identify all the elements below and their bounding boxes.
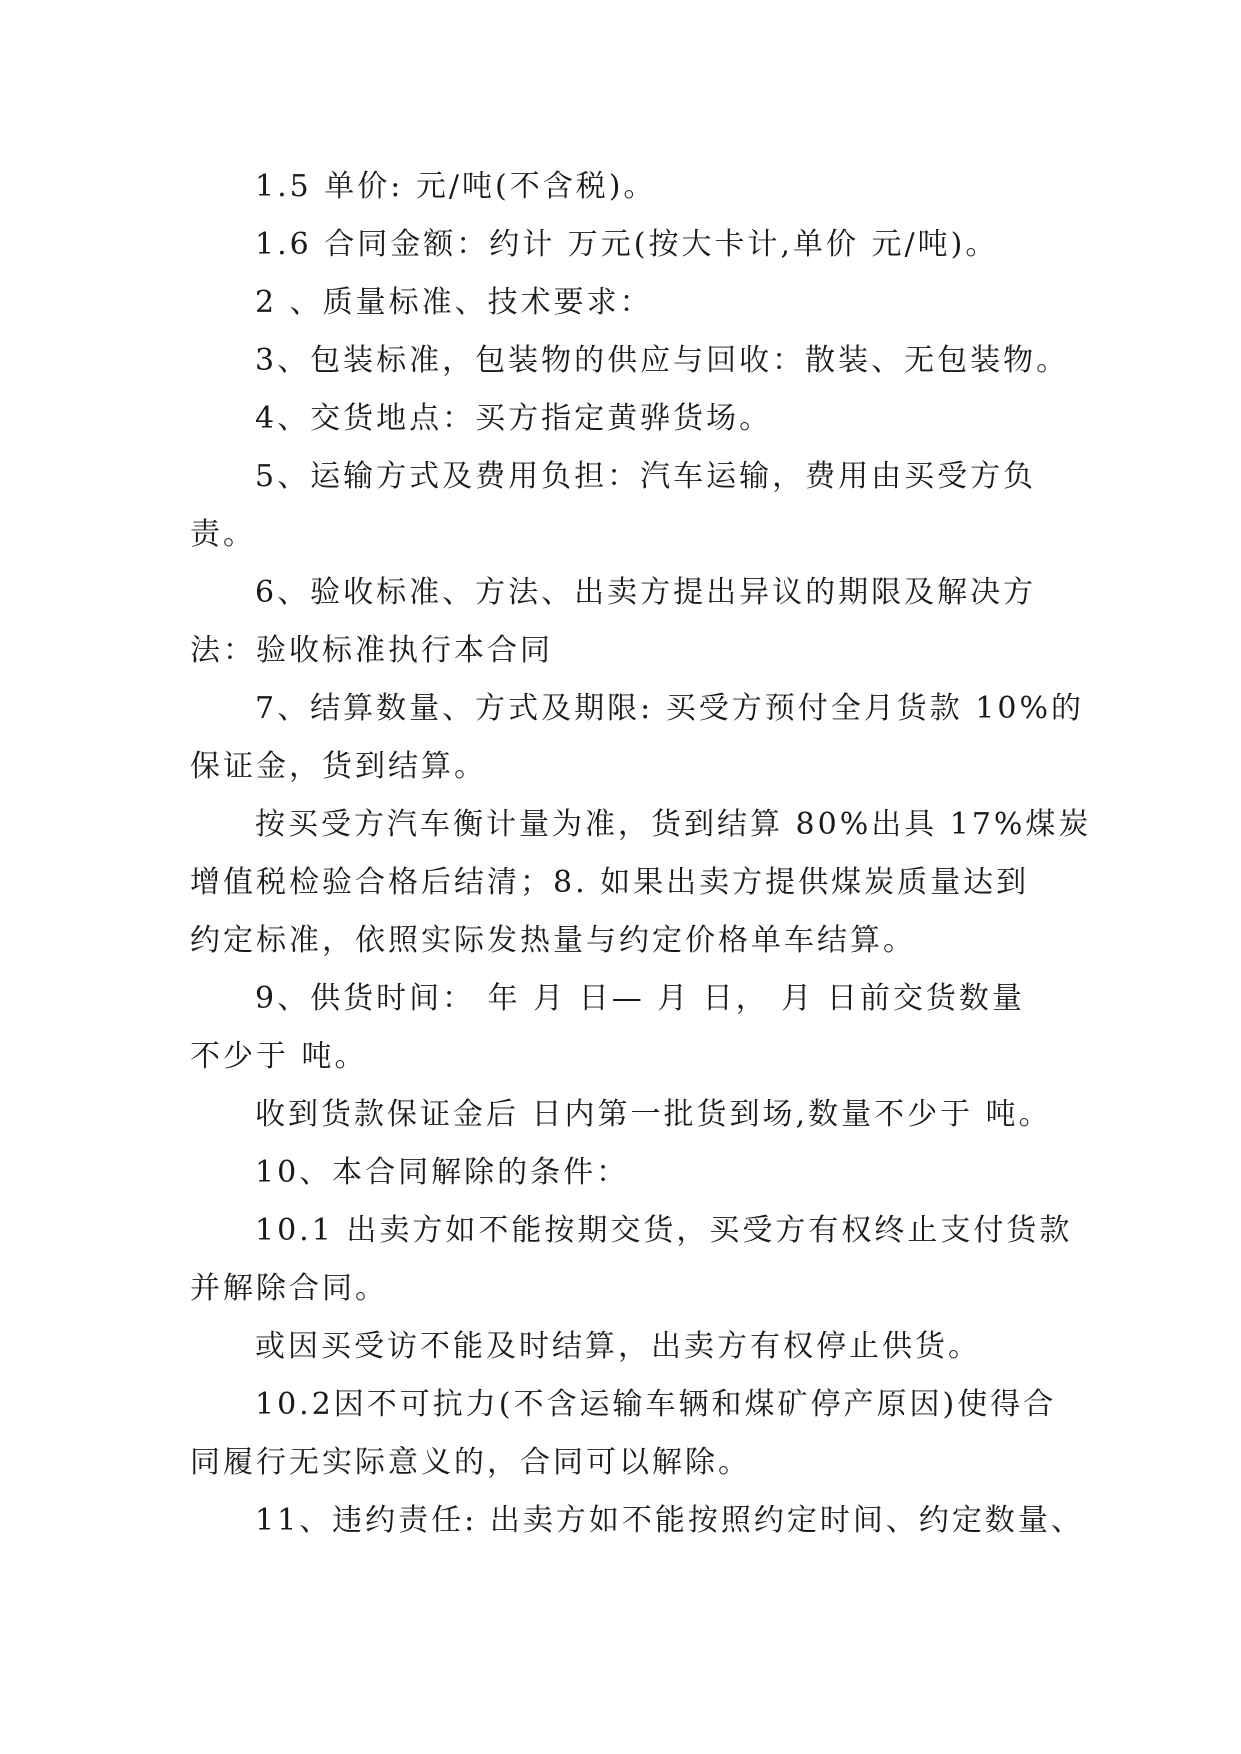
text-line: 或因买受访不能及时结算，出卖方有权停止供货。	[255, 1329, 981, 1364]
text-line: 3、包装标准，包装物的供应与回收：散装、无包装物。	[255, 343, 1070, 378]
text-line: 不少于 吨。	[190, 1039, 368, 1074]
text-line: 责。	[190, 517, 256, 552]
text-line: 5、运输方式及费用负担：汽车运输，费用由买受方负	[255, 459, 1037, 494]
text-line: 6、验收标准、方法、出卖方提出异议的期限及解决方	[255, 575, 1037, 610]
text-line: 保证金，货到结算。	[190, 749, 487, 784]
text-line: 同履行无实际意义的，合同可以解除。	[190, 1445, 751, 1480]
text-line: 10、本合同解除的条件：	[255, 1155, 630, 1190]
text-line: 4、交货地点：买方指定黄骅货场。	[255, 401, 773, 436]
text-line: 10.1 出卖方如不能按期交货，买受方有权终止支付货款	[255, 1213, 1073, 1248]
text-line: 约定标准，依照实际发热量与约定价格单车结算。	[190, 923, 916, 958]
text-line: 并解除合同。	[190, 1271, 388, 1306]
text-line: 7、结算数量、方式及期限: 买受方预付全月货款 10%的	[255, 691, 1084, 726]
text-line: 法：验收标准执行本合同	[190, 633, 553, 668]
text-line: 收到货款保证金后 日内第一批货到场,数量不少于 吨。	[255, 1097, 1052, 1132]
text-line: 10.2因不可抗力(不含运输车辆和煤矿停产原因)使得合	[255, 1387, 1057, 1422]
text-line: 1.6 合同金额：约计 万元(按大卡计,单价 元/吨)。	[255, 227, 999, 262]
text-line: 11、违约责任: 出卖方如不能按照约定时间、约定数量、	[255, 1503, 1084, 1538]
text-line: 1.5 单价: 元/吨(不含税)。	[255, 169, 657, 204]
text-line: 2 、质量标准、技术要求：	[255, 285, 653, 320]
text-line: 按买受方汽车衡计量为准，货到结算 80%出具 17%煤炭	[255, 807, 1092, 842]
text-line: 增值税检验合格后结清；8. 如果出卖方提供煤炭质量达到	[190, 865, 1030, 900]
text-line: 9、供货时间： 年 月 日— 月 日， 月 日前交货数量	[255, 981, 1025, 1016]
